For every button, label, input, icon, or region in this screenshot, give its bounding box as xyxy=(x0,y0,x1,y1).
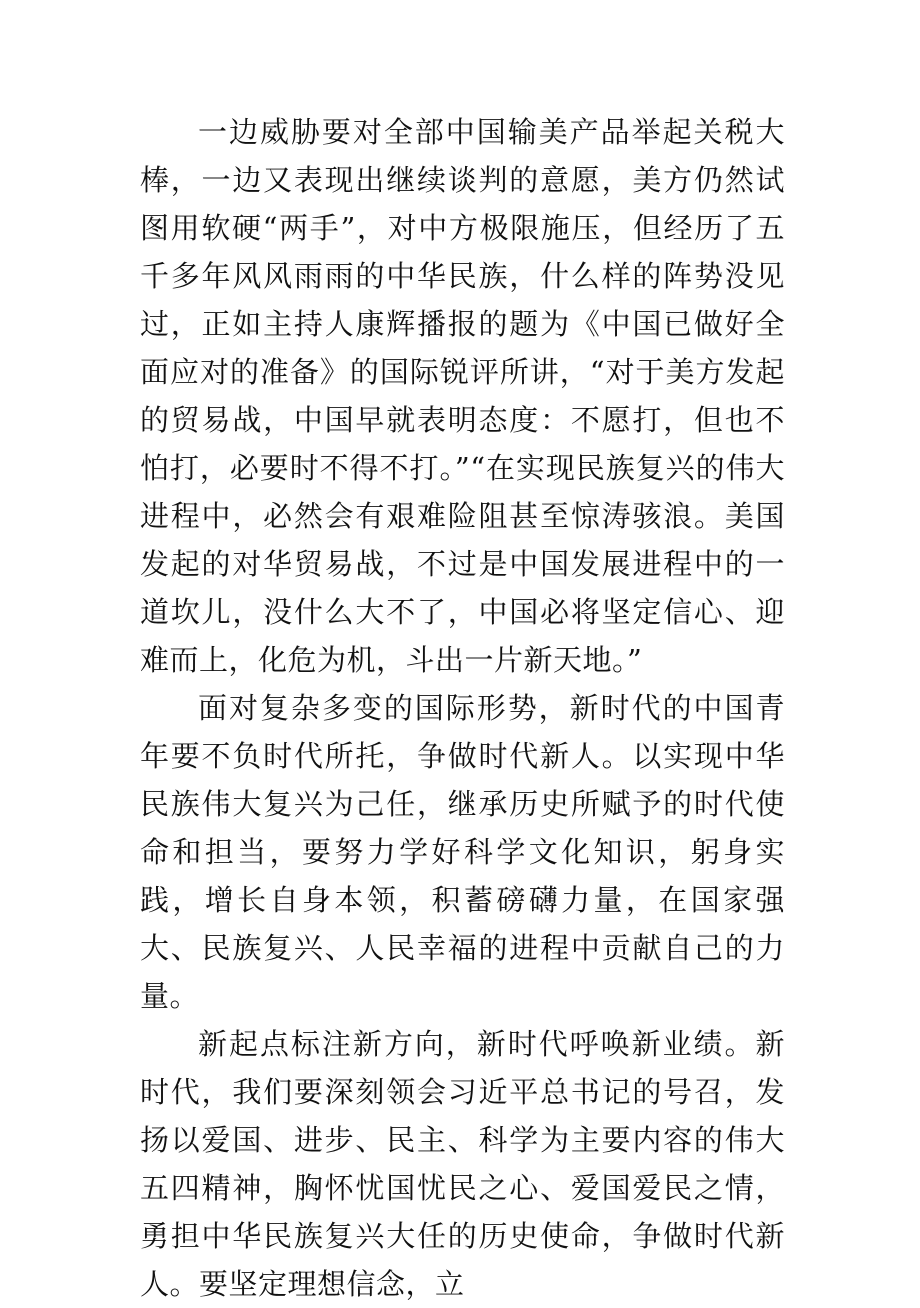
paragraph-trade-war: 一边威胁要对全部中国输美产品举起关税大棒，一边又表现出继续谈判的意愿，美方仍然试图用软硬“两手”，对中方极限施压，但经历了五千多年风风雨雨的中华民族，什么样的阵势没见过，正如主持人康辉播报的题为《中国已做好全面应对的准备》的国际锐评所讲，“对于美方发起的贸易战，中国早就表明态度：不愿打，但也不怕打，必要时不得不打。”“在实现民族复兴的伟大进程中，必然会有艰难险阻甚至惊涛骇浪。美国发起的对华贸易战，不过是中国发展进程中的一道坎儿，没什么大不了，中国必将坚定信心、迎难而上，化危为机，斗出一片新天地。” xyxy=(140,115,785,677)
paragraph-youth: 面对复杂多变的国际形势，新时代的中国青年要不负时代所托，争做时代新人。以实现中华民族伟大复兴为己任，继承历史所赋予的时代使命和担当，要努力学好科学文化知识，躬身实践，增长自身本领，积蓄磅礴力量，在国家强大、民族复兴、人民幸福的进程中贡献自己的力量。 xyxy=(140,691,785,1013)
document-page xyxy=(140,108,785,1308)
paragraph-new-era: 新起点标注新方向，新时代呼唤新业绩。新时代，我们要深刻领会习近平总书记的号召，发扬以爱国、进步、民主、科学为主要内容的伟大五四精神，胸怀忧国忧民之心、爱国爱民之情，勇担中华民族复兴大任的历史使命，争做时代新人。要坚定理想信念，立 xyxy=(140,1027,785,1301)
